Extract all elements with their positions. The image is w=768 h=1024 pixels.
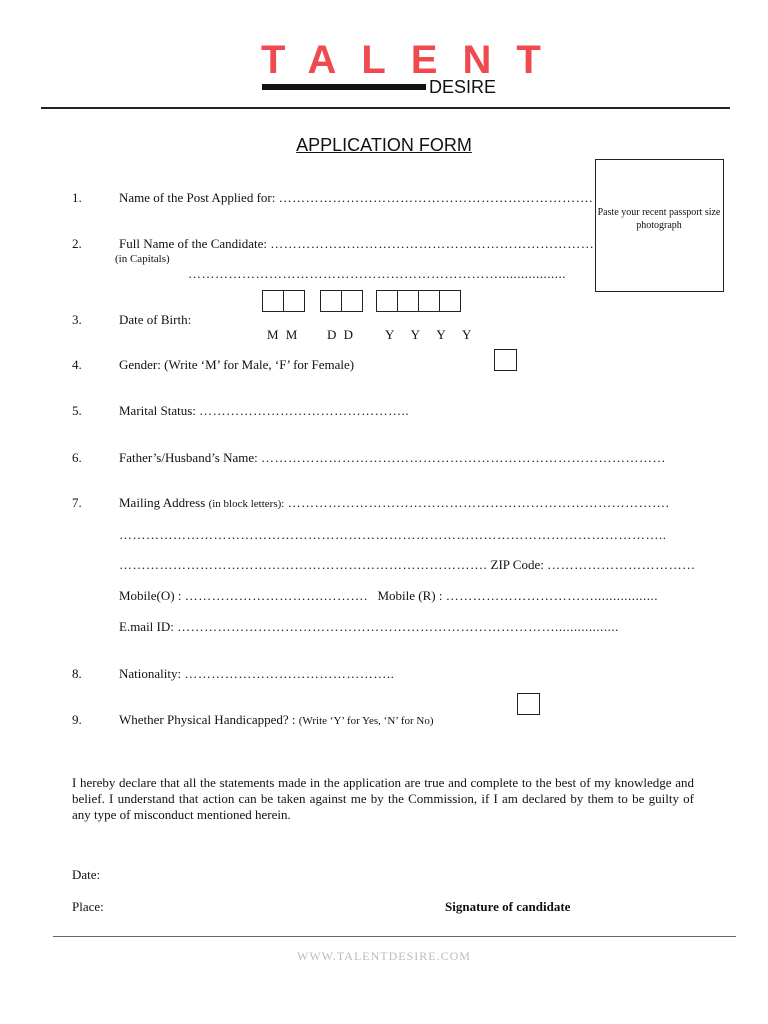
mobile-residence-fill[interactable]: ……………………………................. (445, 588, 658, 603)
field-marital-status[interactable] (119, 403, 409, 419)
field-label: Nationality: (119, 666, 182, 681)
signature-label: Signature of candidate (445, 899, 571, 914)
field-number: 6. (72, 450, 82, 465)
date-label: Date: (72, 867, 101, 882)
field-number: 4. (72, 357, 82, 372)
form-title: APPLICATION FORM (296, 135, 472, 155)
brand-logo: TALENT (261, 38, 566, 82)
fill-line[interactable]: ………………………………………………………………………. (119, 557, 488, 572)
field-label: Father’s/Husband’s Name: (119, 450, 258, 465)
photo-box-instruction: Paste your recent passport size photograph (597, 207, 721, 231)
mobile-office-label: Mobile(O) : (119, 588, 182, 603)
zip-code-fill[interactable]: …………………………… (547, 557, 696, 572)
dob-day-label: D D (327, 327, 356, 342)
dob-day-boxes[interactable] (320, 290, 362, 312)
field-number: 8. (72, 666, 82, 681)
dob-cell[interactable] (283, 290, 305, 312)
dob-year-label: Y Y Y Y (385, 327, 479, 342)
email-row[interactable] (119, 619, 619, 635)
dob-month-boxes[interactable] (262, 290, 304, 312)
field-sublabel: (Write ‘Y’ for Yes, ‘N’ for No) (298, 715, 434, 727)
fill-line[interactable]: …………………………………………………………….................. (188, 266, 566, 281)
field-sublabel: (in block letters): (208, 498, 285, 510)
dob-year-boxes[interactable] (376, 290, 460, 312)
field-label: Name of the Post Applied for: (119, 190, 276, 205)
field-label: Marital Status: (119, 403, 196, 418)
header-divider (41, 107, 730, 109)
field-label: Mailing Address (119, 495, 206, 510)
field-father-husband-name[interactable] (119, 450, 666, 466)
footer-website: WWW.TALENTDESIRE.COM (297, 949, 471, 963)
brand-tagline: DESIRE (429, 77, 497, 97)
dob-cell[interactable] (418, 290, 440, 312)
field-nationality[interactable] (119, 666, 394, 682)
fill-line[interactable]: ……………………………………….. (184, 666, 395, 681)
field-number: 7. (72, 495, 82, 510)
field-handicapped (119, 712, 434, 729)
dob-cell[interactable] (262, 290, 284, 312)
dob-cell[interactable] (397, 290, 419, 312)
fill-line[interactable]: ……………………………………………………………. (278, 190, 593, 205)
field-label: Date of Birth: (119, 312, 192, 327)
address-line-2[interactable]: ………………………………………………………………………………………………………….. (119, 527, 667, 542)
field-mailing-address[interactable] (119, 495, 669, 512)
dob-cell[interactable] (320, 290, 342, 312)
zip-code-label: ZIP Code: (490, 557, 544, 572)
fill-line[interactable]: ……………………………………….. (199, 403, 410, 418)
field-full-name[interactable] (119, 236, 594, 252)
footer-divider (53, 936, 736, 937)
dob-month-label: M M (267, 327, 300, 342)
fill-line[interactable]: ……………………………………………………………… (270, 236, 595, 251)
place-label: Place: (72, 899, 104, 914)
field-sublabel: (in Capitals) (115, 253, 170, 265)
dob-cell[interactable] (376, 290, 398, 312)
fill-line[interactable]: …………………………………………………………………………. (287, 495, 670, 510)
field-label: Gender: (Write ‘M’ for Male, ‘F’ for Female) (119, 357, 355, 372)
dob-cell[interactable] (341, 290, 363, 312)
email-fill[interactable]: …………………………………………………………………………................. (177, 619, 619, 634)
mobile-residence-label: Mobile (R) : (377, 588, 443, 603)
field-number: 2. (72, 236, 82, 251)
declaration-text: I hereby declare that all the statements made in the application are true and complete to the best of my knowledge and belief. I understand that action can be taken against me by the Commission, if I am declared by them to be guilty of any type of misconduct mentioned herein. (72, 775, 694, 822)
mobile-office-fill[interactable]: ………………………….………. (184, 588, 368, 603)
mobile-row[interactable] (119, 588, 658, 604)
field-label: Full Name of the Candidate: (119, 236, 268, 251)
address-line-3[interactable] (119, 557, 696, 573)
fill-line[interactable]: ……………………………………………………………………………… (261, 450, 667, 465)
field-number: 5. (72, 403, 82, 418)
handicapped-input-box[interactable] (517, 693, 540, 715)
field-label: Whether Physical Handicapped? : (119, 712, 296, 727)
email-label: E.mail ID: (119, 619, 174, 634)
gender-input-box[interactable] (494, 349, 517, 371)
field-number: 9. (72, 712, 82, 727)
brand-underline-bar (262, 84, 426, 90)
field-number: 3. (72, 312, 82, 327)
field-number: 1. (72, 190, 82, 205)
field-post-applied[interactable] (119, 190, 593, 206)
dob-cell[interactable] (439, 290, 461, 312)
